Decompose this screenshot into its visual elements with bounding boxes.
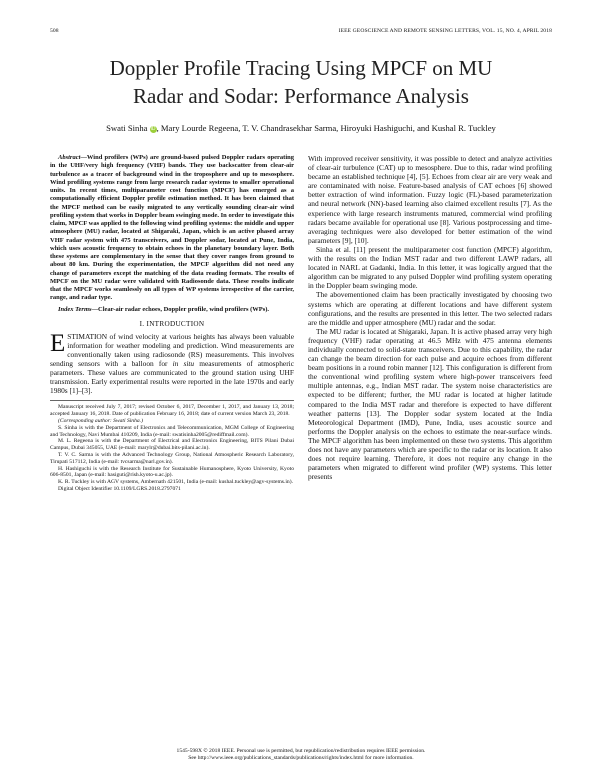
copyright-line: 1545-598X © 2018 IEEE. Personal use is permitted, but republication/redistribution requires IEEE permission.: [176, 748, 426, 754]
footnote-affiliation: T. V. C. Sarma is with the Advanced Technology Group, National Atmospheric Research Laboratory, Tirupati 517112, India (e-mail: tvcsarma@narl.gov.in).: [50, 451, 294, 465]
body-paragraph: The abovementioned claim has been practically investigated by choosing two systems which are operating at different locations and have different system configurations, and the results are presented in this letter. The two selected radars are the middle and upper atmosphere (MU) radar and the sodar.: [308, 290, 552, 327]
section-heading: [50, 320, 294, 328]
journal-header: IEEE GEOSCIENCE AND REMOTE SENSING LETTERS, VOL. 15, NO. 4, APRIL 2018: [338, 28, 552, 34]
intro-paragraph: [50, 329, 294, 396]
drop-cap: E: [50, 329, 66, 357]
abstract: [50, 154, 294, 303]
body-paragraph: The MU radar is located at Shigaraki, Japan. It is active phased array very high frequency (VHF) radar operating at 46.5 MHz with 475 antenna elements individually connected to solid-state transceivers. Due to this capability, the radar can change the beam direction for each pulse and acquire echoes from different beam positions in a round robin manner [12]. This configuration is different from the conventional wind profiling system where high-power transceivers feed multiple antennas, e.g., Indian MST radar. The system noise characteristics are expected to be different; further, the MU radar is located at higher latitude compared to the India MST radar and therefore is expected to have different weather patterns [13]. The Doppler sodar system located at the India Meteorological Department (IMD), Pune, India, uses acoustic source and performs the Doppler analysis on the echoes to estimate the near-surface winds. The MPCF algorithm has been implemented on these two systems. This algorithm does not have any parameters which are specific to the radar or its location. It also does not require learning. Therefore, it does not require any change in the parameters when migrated to different wind profiler (WP) systems. This letter presents: [308, 326, 552, 482]
intro-italic: in situ: [172, 359, 195, 369]
title-line-1: Doppler Profile Tracing Using MPCF on MU: [109, 56, 493, 80]
corresponding-author: (Corresponding author: Swati Sinha.): [58, 418, 143, 424]
abstract-text: —Wind profilers (WPs) are ground-based pulsed Doppler radars operating in the UHF/very high frequency (VHF) bands. They use backscatter from clear-air turbulence as a tracer of background wind in the troposphere and up to mesosphere. Wind profiling systems range from large research radar systems to smaller operational units. In recent times, multiparameter cost function (MPCF) has emerged as a computationally efficient Doppler profile estimation method. It has been claimed that the MPCF method can be easily migrated to any vertically sounding clear-air wind profiling system that works in Doppler beam swinging mode. In order to investigate this claim, MPCF was applied to the following wind profiling systems: the middle and upper atmosphere (MU) radar, located at Shigaraki, Japan, which is an active phased array VHF radar system with 475 transceivers, and Doppler sodar, located at Pune, India, which uses acoustic frequency to obtain echoes in the planetary boundary layer. Both these systems are complementary in the sense that they cover ranges from ground to about 80 km. During the experimentation, the MPCF algorithm did not need any change of parameters except the matching of the data reading formats. The results of MPCF on the MU radar were validated with Radiosonde data. These results indicate that the MPCF works seamlessly on all types of WP systems irrespective of the carrier, range, and radar type.: [50, 154, 294, 302]
body-paragraph: With improved receiver sensitivity, it was possible to detect and analyze activities of clear-air turbulence (CAT) up to mesosphere. Due to this, radar wind profiling became an established technique [4], [5]. Echoes from clear air are very weak and are contaminated with noise. Feature-based analysis of CAT echoes [6] showed better extraction of wind information. Fuzzy logic (FL)-based parameterization and neural network (NN)-based learning also claimed excellent results [7]. As the experience with large research instruments matured, commercial wind profiling radars became available for operational use [8]. Various postprocessing and time-averaging techniques were also developed for better estimation of the wind parameters [9], [10].: [308, 154, 552, 245]
page-number: 508: [50, 28, 59, 34]
intro-lead-caps: STIMATION: [67, 331, 108, 341]
index-terms: [50, 306, 294, 314]
left-column: [50, 154, 294, 493]
right-column: [308, 154, 552, 481]
footnote-received: Manuscript received July 7, 2017; revised October 6, 2017, December 1, 2017, and January 13, 2018; accepted January 16, 2018. Date of publication February 16, 2018; date of current version March 23, 2018.: [50, 404, 294, 418]
other-authors: , Mary Lourde Regeena, T. V. Chandrasekhar Sarma, Hiroyuki Hashiguchi, and Kushal R. Tuckley: [156, 123, 496, 133]
abstract-label: Abstract: [58, 154, 81, 161]
footnote-affiliation: S. Sinha is with the Department of Electronics and Telecommunication, MGM College of Engineering and Technology, Navi Mumbai 410209, India (e-mail: swatisinha2005@rediffmail.com).: [50, 424, 294, 438]
section-title-rest: NTRODUCTION: [149, 319, 205, 328]
first-author: Swati Sinha: [106, 123, 148, 133]
copyright-footer: [50, 748, 552, 762]
body-paragraph: Sinha et al. [11] present the multiparameter cost function (MPCF) algorithm, with the results on the Indian MST radar and two different LAWP radars, all located in NARL at Gadanki, India. In this letter, it was logically argued that the algorithm can be migrated to any pulsed Doppler wind profiling system operating in the Doppler beam swinging mode.: [308, 244, 552, 291]
title-line-2: Radar and Sodar: Performance Analysis: [133, 84, 469, 108]
doi-line: Digital Object Identifier 10.1109/LGRS.2018.2797071: [58, 485, 181, 492]
section-title-initial: I: [146, 319, 150, 328]
index-terms-label: Index Terms: [58, 305, 92, 313]
author-list: [50, 123, 552, 133]
index-terms-text: —Clear-air radar echoes, Doppler profile, wind profilers (WPs).: [91, 305, 270, 313]
section-numeral: I.: [139, 319, 145, 328]
footnotes: [50, 400, 294, 492]
paper-title: [50, 54, 552, 110]
footnote-affiliation: M. L. Regeena is with the Department of Electrical and Electronics Engineering, BITS Pilani Dubai Campus, Dubai 345055, UAE (e-mail: marylr@dubai.bits-pilani.ac.in).: [50, 438, 294, 452]
orcid-icon[interactable]: iD: [150, 126, 156, 132]
running-header: [50, 28, 552, 38]
rights-link-line: See http://www.ieee.org/publications_standards/publications/rights/index.html for more information.: [188, 755, 414, 762]
intro-text-2: measurements of atmospheric parameters. These values are communicated to the ground station using UHF transmission. Early experimental results were reported in the late 1970s and early 1980s [1]–[3].: [50, 359, 294, 396]
intro-text-1: of wind velocity at various heights has always been valuable information for weather modeling and prediction. Wind measurements are conventionally taken using radiosonde (RS) measurements. This involves sending sensors with a balloon for: [50, 331, 294, 369]
footnote-affiliation: K. R. Tuckley is with AGV systems, Ambernath 421501, India (e-mail: kushal.tuckley@agv-systems.in).: [58, 479, 293, 486]
footnote-affiliation: H. Hashiguchi is with the Research Institute for Sustainable Humanosphere, Kyoto University, Kyoto 606-8501, Japan (e-mail: hasiguti@rish.kyoto-u.ac.jp).: [50, 465, 294, 479]
